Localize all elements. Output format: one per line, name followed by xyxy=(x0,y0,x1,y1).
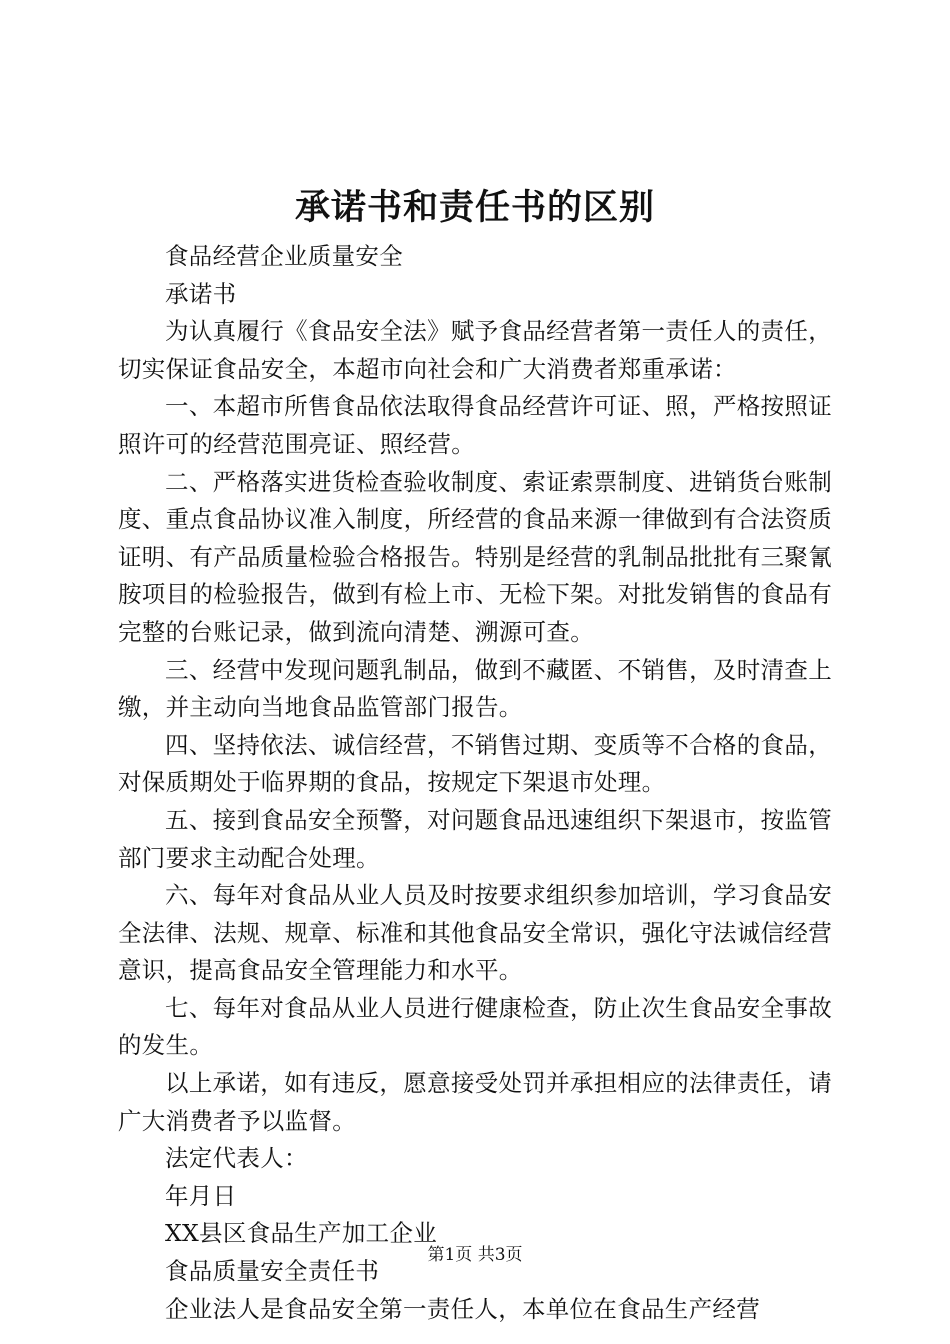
paragraph: XX县区食品生产加工企业 xyxy=(165,1219,438,1248)
paragraph: 二、严格落实进货检查验收制度、索证索票制度、进销货台账制度、重点食品协议准入制度，所经营的食品来源一律做到有合法资质证明、有产品质量检验合格报告。特别是经营的乳制品批批有三聚氰胺项目的检验报告，做到有检上市、无检下架。对批发销售的食品有完整的台账记录，做到流向清楚、溯源可查。 xyxy=(118,467,832,646)
paragraph: 六、每年对食品从业人员及时按要求组织参加培训，学习食品安全法律、法规、规章、标准和其他食品安全常识，强化守法诚信经营意识，提高食品安全管理能力和水平。 xyxy=(118,881,832,985)
paragraph: 三、经营中发现问题乳制品，做到不藏匿、不销售，及时清查上缴，并主动向当地食品监管部门报告。 xyxy=(118,655,832,722)
page-title: 承诺书和责任书的区别 xyxy=(294,187,655,228)
paragraph: 一、本超市所售食品依法取得食品经营许可证、照，严格按照证照许可的经营范围亮证、照经营。 xyxy=(118,392,832,458)
paragraph: 五、接到食品安全预警，对问题食品迅速组织下架退市，按监管部门要求主动配合处理。 xyxy=(118,805,832,872)
paragraph: 食品质量安全责任书 xyxy=(165,1257,380,1286)
paragraph: 承诺书 xyxy=(165,279,237,308)
paragraph: 食品经营企业质量安全 xyxy=(165,242,403,270)
paragraph: 四、坚持依法、诚信经营，不销售过期、变质等不合格的食品，对保质期处于临界期的食品，按规定下架退市处理。 xyxy=(118,730,832,797)
paragraph: 七、每年对食品从业人员进行健康检查，防止次生食品安全事故的发生。 xyxy=(118,993,832,1060)
paragraph: 年月日 xyxy=(165,1181,237,1210)
paragraph: 企业法人是食品安全第一责任人，本单位在食品生产经营 xyxy=(165,1294,760,1323)
paragraph: 法定代表人： xyxy=(165,1144,308,1173)
paragraph: 为认真履行《食品安全法》赋予食品经营者第一责任人的责任，切实保证食品安全，本超市向社会和广大消费者郑重承诺： xyxy=(118,317,832,383)
paragraph: 以上承诺，如有违反，愿意接受处罚并承担相应的法律责任，请广大消费者予以监督。 xyxy=(118,1069,832,1135)
document-body xyxy=(118,238,832,1328)
page-footer: 第1页 共3页 xyxy=(427,1245,523,1265)
